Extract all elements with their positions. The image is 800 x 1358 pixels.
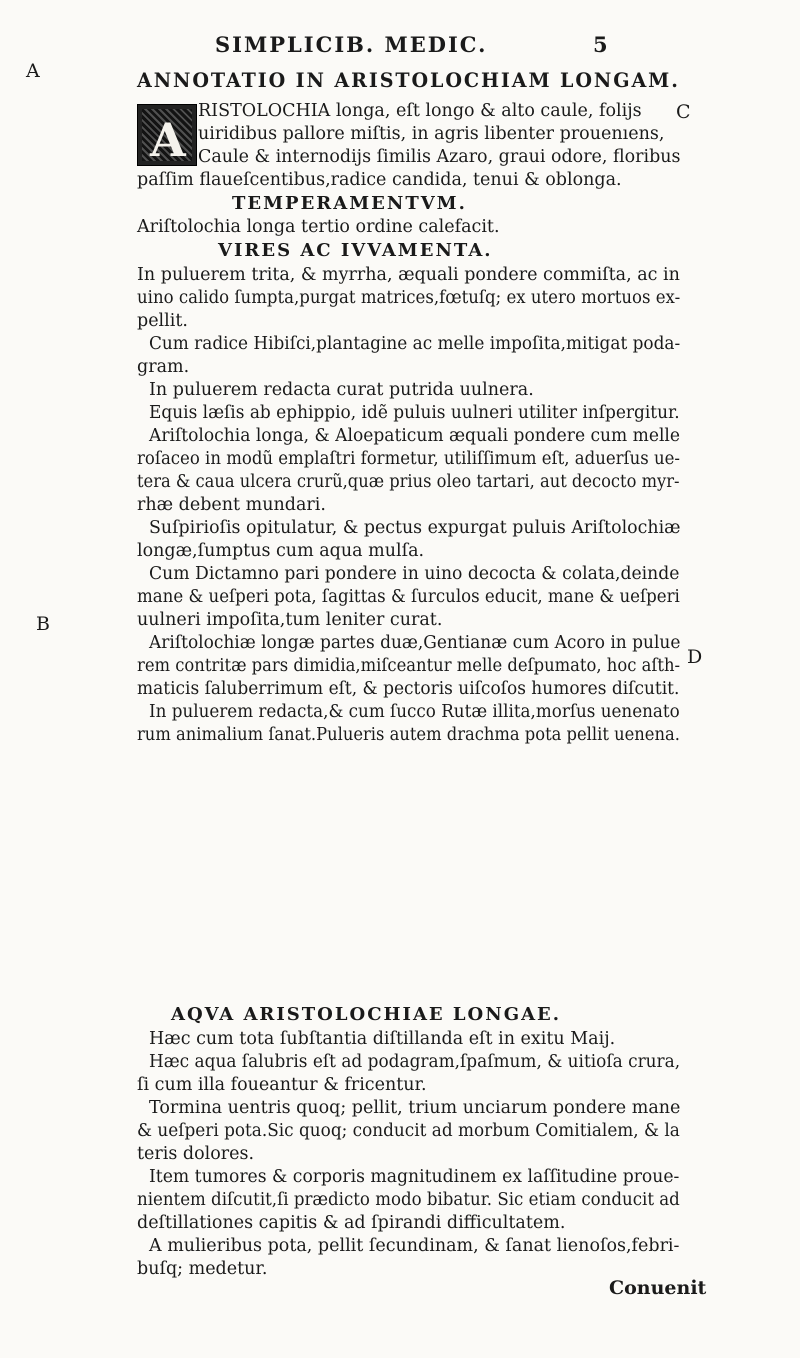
intro-line: RISTOLOCHIA longa, eſt longo & alto caule, folijs: [198, 101, 642, 121]
temperamentum-heading: TEMPERAMENTVM.: [232, 193, 467, 214]
aqua-line: nientem diſcutit,ſi prædicto modo bibatur. Sic etiam conducit ad: [137, 1190, 680, 1210]
initial-letter: A: [150, 113, 186, 167]
page-number: 5: [593, 32, 610, 57]
temperamentum-text: Ariſtolochia longa tertio ordine calefacit.: [137, 217, 500, 237]
vires-line: In puluerem redacta,& cum ſucco Rutæ illita,morſus uenenato: [149, 702, 680, 722]
section-title: ANNOTATIO IN ARISTOLOCHIAM LONGAM.: [137, 68, 680, 92]
vires-line: tera & caua ulcera crurũ,quæ prius oleo tartari, aut decocto myr-: [137, 472, 680, 492]
vires-line: mane & ueſperi pota, ſagittas & ſurculos educit, mane & ueſperi: [137, 587, 680, 607]
aqua-line: A mulieribus pota, pellit ſecundinam, & ſanat lienoſos,febri-: [149, 1236, 680, 1256]
margin-letter-c: C: [676, 101, 691, 123]
vires-line: In puluerem trita, & myrrha, æquali pondere commiſta, ac in: [137, 265, 680, 285]
vires-line: longæ,ſumptus cum aqua mulſa.: [137, 541, 425, 561]
vires-line: rhæ debent mundari.: [137, 495, 326, 515]
margin-letter-a: A: [26, 60, 40, 82]
aqua-heading: AQVA ARISTOLOCHIAE LONGAE.: [171, 1004, 562, 1025]
aqua-line: Hæc aqua ſalubris eſt ad podagram,ſpaſmum, & uitioſa crura,: [149, 1052, 681, 1072]
margin-letter-d: D: [687, 646, 703, 668]
aqua-line: Tormina uentris quoq; pellit, trium unciarum pondere mane: [149, 1098, 681, 1118]
vires-line: Cum radice Hibiſci,plantagine ac melle impoſita,mitigat poda-: [149, 334, 681, 354]
vires-line: Suſpirioſis opitulatur, & pectus expurgat puluis Ariſtolochiæ: [149, 518, 681, 538]
aqua-line: ſi cum illa foueantur & fricentur.: [137, 1075, 427, 1095]
aqua-line: & ueſperi pota.Sic quoq; conducit ad morbum Comitialem, & la: [137, 1121, 680, 1141]
vires-line: maticis ſaluberrimum eſt, & pectoris uiſcoſos humores diſcutit.: [137, 679, 680, 699]
aqua-line: Item tumores & corporis magnitudinem ex laſſitudine proue-: [149, 1167, 680, 1187]
margin-letter-b: B: [36, 613, 50, 635]
vires-line: pellit.: [137, 311, 188, 331]
vires-heading: VIRES AC IVVAMENTA.: [218, 240, 493, 261]
vires-line: Ariſtolochia longa, & Aloepaticum æquali pondere cum melle: [149, 426, 681, 446]
intro-line: paſſim flaueſcentibus,radice candida, tenui & oblonga.: [137, 170, 622, 190]
vires-line: uino calido ſumpta,purgat matrices,fœtuſq; ex utero mortuos ex-: [137, 288, 681, 308]
catchword: Conuenit: [609, 1277, 707, 1299]
aqua-line: deſtillationes capitis & ad ſpirandi difficultatem.: [137, 1213, 566, 1233]
decorated-initial: [137, 104, 197, 166]
vires-line: Ariſtolochiæ longæ partes duæ,Gentianæ cum Acoro in pulue: [149, 633, 681, 653]
aqua-line: Hæc cum tota ſubſtantia diſtillanda eſt in exitu Maij.: [149, 1029, 616, 1049]
vires-line: Equis læſis ab ephippio, idẽ puluis uulneri utiliter inſpergitur.: [149, 403, 680, 423]
vires-line: roſaceo in modũ emplaſtri formetur, utiliſſimum eſt, aduerſus ue-: [137, 449, 680, 469]
intro-line: uiridibus pallore miſtis, in agris libenter prouenıens,: [198, 124, 665, 144]
aqua-line: buſq; medetur.: [137, 1259, 268, 1279]
intro-line: Caule & internodijs ſimilis Azaro, graui odore, floribus: [198, 147, 681, 167]
vires-line: Cum Dictamno pari pondere in uino decocta & colata,deinde: [149, 564, 680, 584]
aqua-line: teris dolores.: [137, 1144, 255, 1164]
vires-line: gram.: [137, 357, 190, 377]
running-title: SIMPLICIB. MEDIC.: [215, 32, 488, 57]
vires-line: rum animalium ſanat.Pulueris autem drachma pota pellit uenena.: [137, 725, 680, 745]
vires-line: uulneri impoſita,tum leniter curat.: [137, 610, 443, 630]
vires-line: rem contritæ pars dimidia,miſceantur melle deſpumato, hoc aſth-: [137, 656, 681, 676]
vires-line: In puluerem redacta curat putrida uulnera.: [149, 380, 534, 400]
